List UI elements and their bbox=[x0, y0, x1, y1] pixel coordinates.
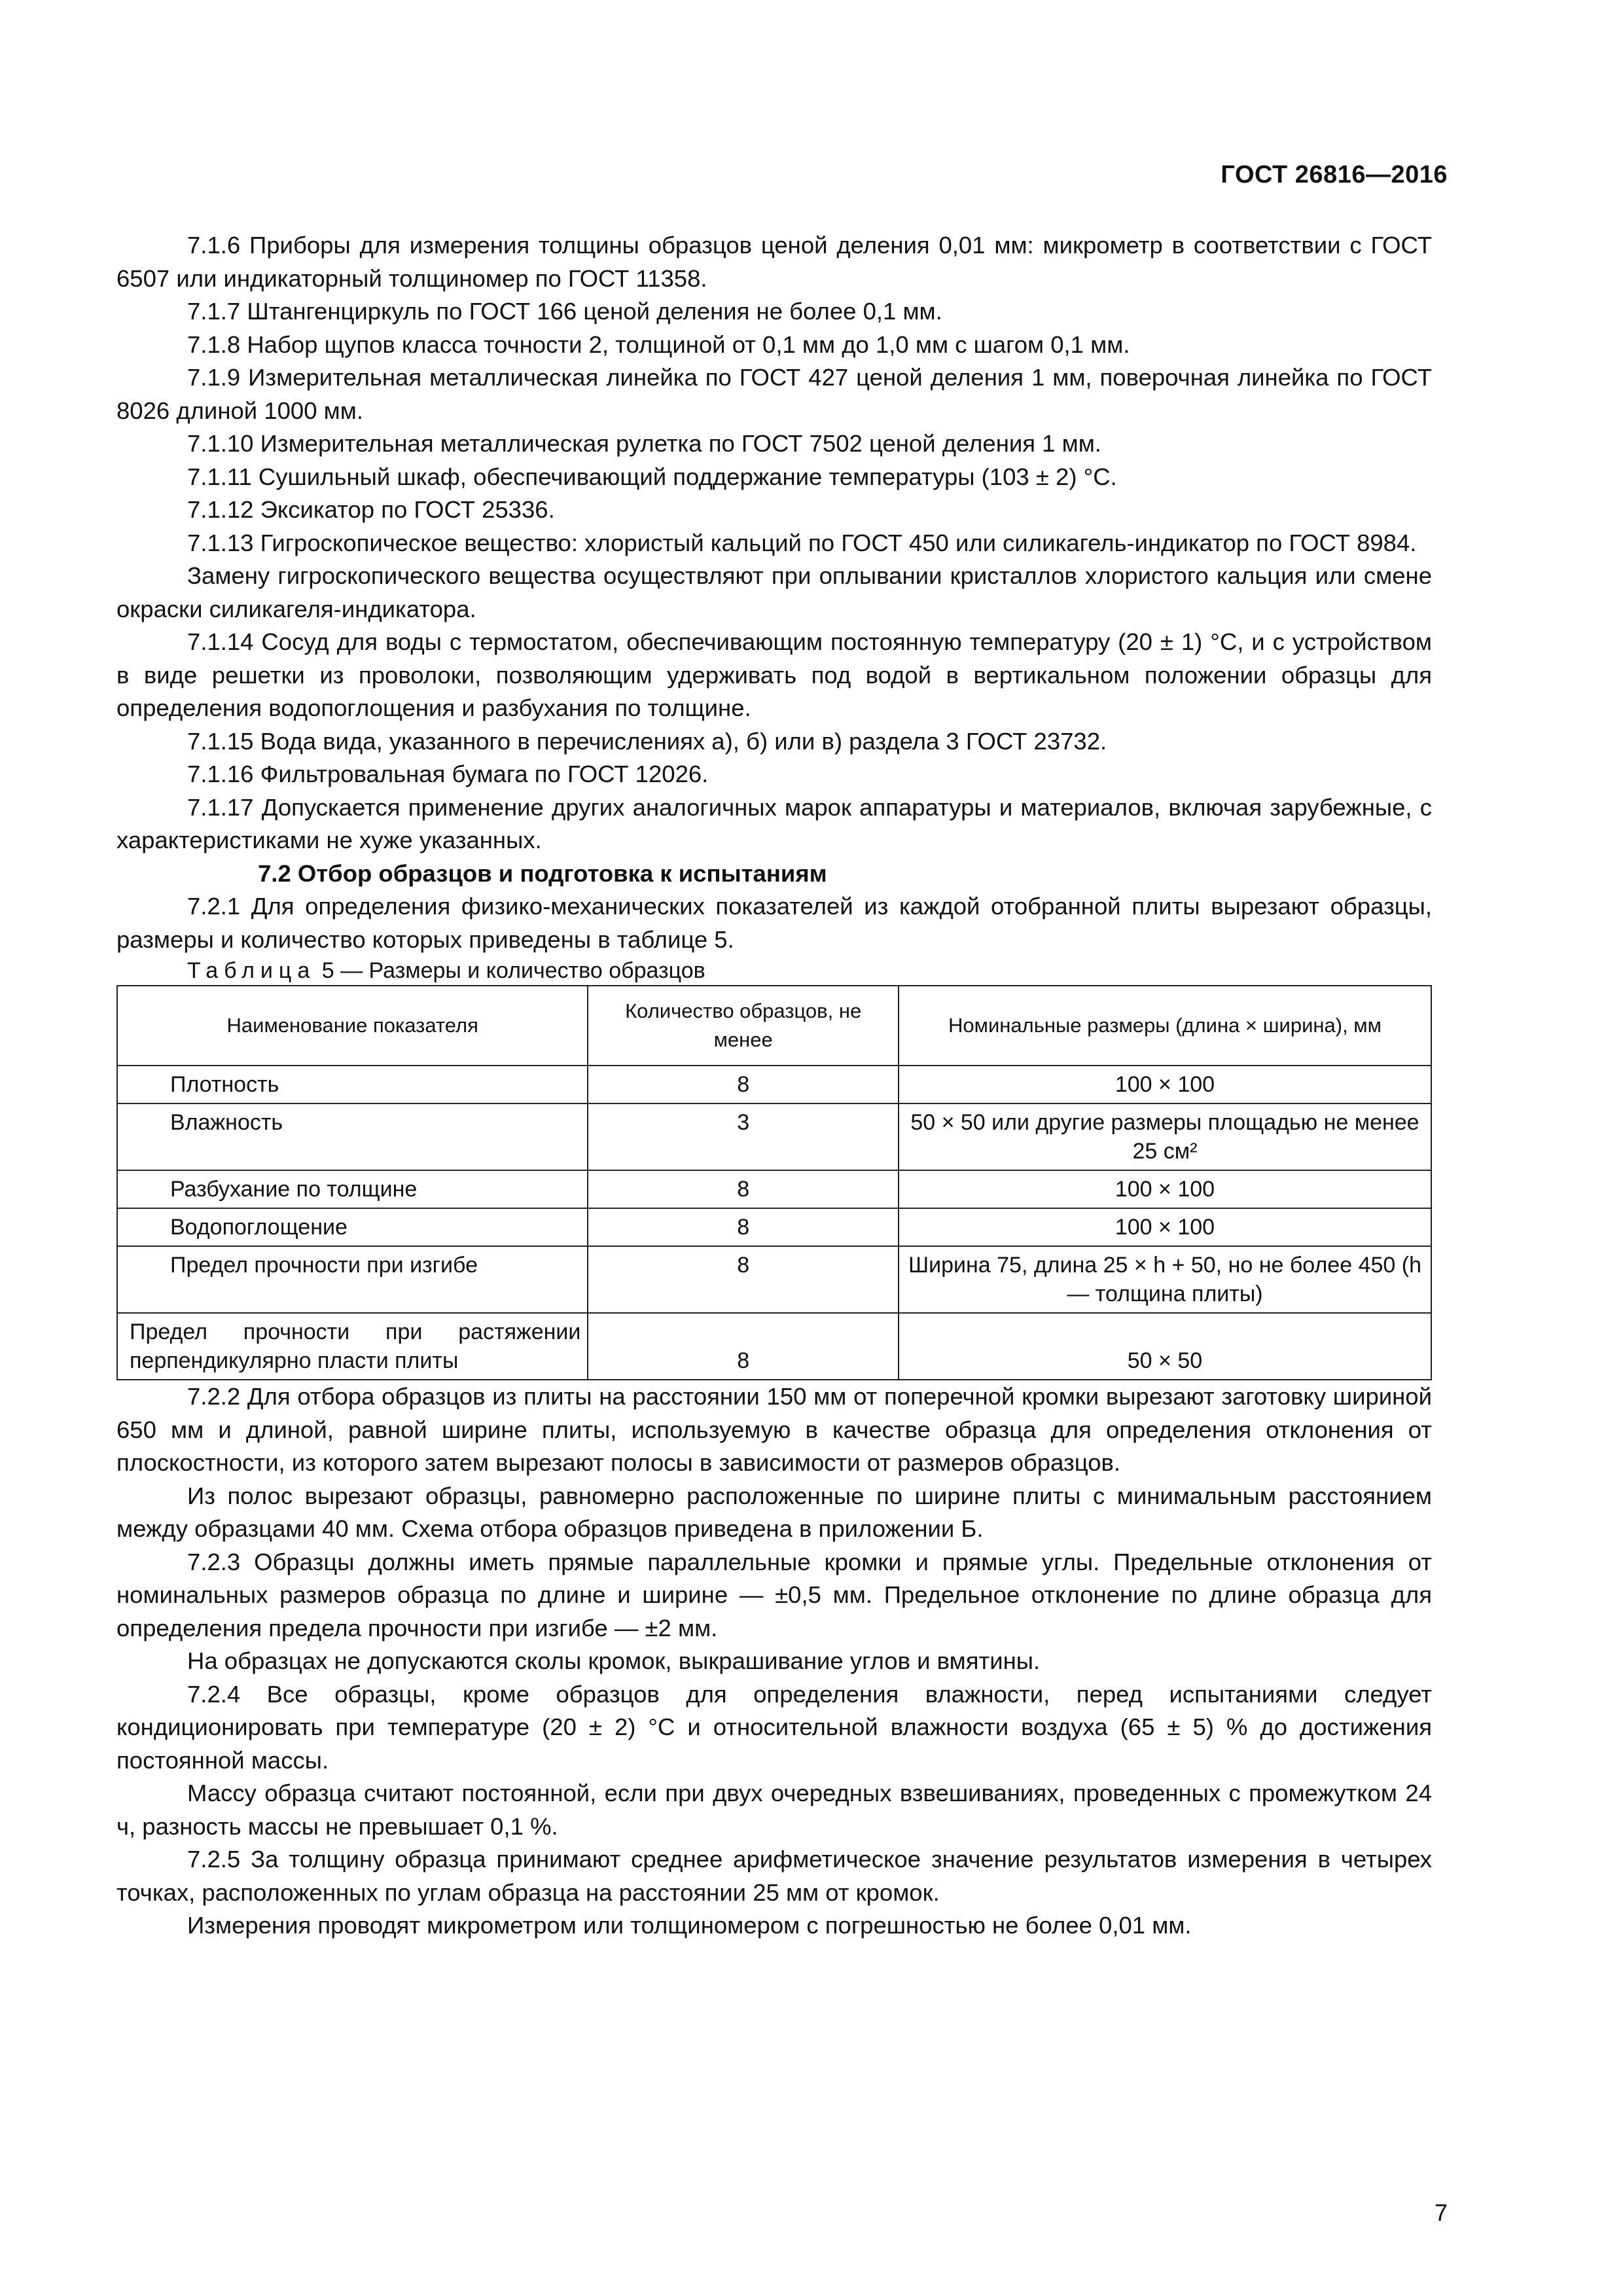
paragraph: 7.1.8 Набор щупов класса точности 2, толщиной от 0,1 мм до 1,0 мм с шагом 0,1 мм. bbox=[187, 331, 1130, 358]
table-cell: Плотность bbox=[117, 1066, 588, 1103]
paragraph: 7.1.13 Гигроскопическое вещество: хлористый кальций по ГОСТ 450 или силикагель-индикатор по ГОСТ 8984. bbox=[187, 529, 1417, 556]
table-cell: 100 × 100 bbox=[899, 1208, 1431, 1246]
samples-table bbox=[116, 985, 1432, 1380]
table-header-cell: Номинальные размеры (длина × ширина), мм bbox=[899, 986, 1431, 1066]
table-caption-text: 5 — Размеры и количество образцов bbox=[315, 958, 705, 983]
paragraph: 7.1.15 Вода вида, указанного в перечислениях а), б) или в) раздела 3 ГОСТ 23732. bbox=[187, 727, 1107, 755]
table-row bbox=[117, 1103, 1431, 1170]
paragraph: 7.2.5 За толщину образца принимают среднее арифметическое значение результатов измерения в четырех точках, расположенных по углам образца на расстоянии 25 мм от кромок. bbox=[116, 1846, 1432, 1906]
paragraph: 7.1.7 Штангенциркуль по ГОСТ 166 ценой деления не более 0,1 мм. bbox=[187, 298, 942, 325]
paragraph: Измерения проводят микрометром или толщиномером с погрешностью не более 0,01 мм. bbox=[187, 1912, 1192, 1939]
table-cell: 50 × 50 bbox=[899, 1313, 1431, 1380]
table-row bbox=[117, 1170, 1431, 1208]
table-cell: Влажность bbox=[117, 1103, 588, 1170]
paragraph: 7.2.3 Образцы должны иметь прямые параллельные кромки и прямые углы. Предельные отклонения от номинальных размеров образца по длине и ширине — ±0,5 мм. Предельное отклонение по длине образца для определения предела прочности при изгибе — ±2 мм. bbox=[116, 1548, 1432, 1641]
table-cell: 8 bbox=[588, 1066, 899, 1103]
table-caption-label: Таблица bbox=[187, 958, 316, 983]
paragraph: 7.2.2 Для отбора образцов из плиты на расстоянии 150 мм от поперечной кромки вырезают заготовку шириной 650 мм и длиной, равной ширине плиты, используемую в качестве образца для определения отклонения от плоскостности, из которого затем вырезают полосы в зависимости от размеров образцов. bbox=[116, 1383, 1432, 1476]
table-cell: Предел прочности при изгибе bbox=[117, 1246, 588, 1313]
table-cell: Предел прочности при растяжении перпендикулярно пласти плиты bbox=[117, 1313, 588, 1380]
table-caption bbox=[116, 956, 1432, 985]
table-cell: 8 bbox=[588, 1246, 899, 1313]
paragraph: 7.1.6 Приборы для измерения толщины образцов ценой деления 0,01 мм: микрометр в соответствии с ГОСТ 6507 или индикаторный толщиномер по ГОСТ 11358. bbox=[116, 232, 1432, 292]
table-row bbox=[117, 1313, 1431, 1380]
paragraph: 7.1.17 Допускается применение других аналогичных марок аппаратуры и материалов, включая зарубежные, с характеристиками не хуже указанных. bbox=[116, 793, 1432, 853]
paragraph: Из полос вырезают образцы, равномерно расположенные по ширине плиты с минимальным расстоянием между образцами 40 мм. Схема отбора образцов приведена в приложении Б. bbox=[116, 1482, 1432, 1542]
table-cell: 3 bbox=[588, 1103, 899, 1170]
page-number: 7 bbox=[1434, 2199, 1448, 2226]
paragraph: 7.2.4 Все образцы, кроме образцов для определения влажности, перед испытаниями следует кондиционировать при температуре (20 ± 2) °С и относительной влажности воздуха (65 ± 5) % до достижения постоянной массы. bbox=[116, 1680, 1432, 1774]
table-cell: Ширина 75, длина 25 × h + 50, но не более 450 (h — толщина плиты) bbox=[899, 1246, 1431, 1313]
document-body bbox=[116, 229, 1432, 1943]
paragraph: 7.1.14 Сосуд для воды с термостатом, обеспечивающим постоянную температуру (20 ± 1) °С, и с устройством в виде решетки из проволоки, позволяющим удерживать под водой в вертикальном положении образцы для определения водопоглощения и разбухания по толщине. bbox=[116, 628, 1432, 721]
paragraph: 7.1.10 Измерительная металлическая рулетка по ГОСТ 7502 ценой деления 1 мм. bbox=[187, 430, 1101, 457]
table-cell: 8 bbox=[588, 1313, 899, 1380]
table-cell: 100 × 100 bbox=[899, 1170, 1431, 1208]
table-cell: Разбухание по толщине bbox=[117, 1170, 588, 1208]
section-title: 7.2 Отбор образцов и подготовка к испытаниям bbox=[258, 859, 827, 887]
paragraph: 7.1.12 Эксикатор по ГОСТ 25336. bbox=[187, 496, 555, 523]
paragraph: 7.1.9 Измерительная металлическая линейка по ГОСТ 427 ценой деления 1 мм, поверочная линейка по ГОСТ 8026 длиной 1000 мм. bbox=[116, 364, 1432, 424]
paragraph: На образцах не допускаются сколы кромок, выкрашивание углов и вмятины. bbox=[187, 1647, 1041, 1674]
table-header-row bbox=[117, 986, 1431, 1066]
table-cell: 50 × 50 или другие размеры площадью не менее 25 см² bbox=[899, 1103, 1431, 1170]
table-row bbox=[117, 1066, 1431, 1103]
standard-code: ГОСТ 26816—2016 bbox=[1221, 161, 1448, 188]
table-header-cell: Наименование показателя bbox=[117, 986, 588, 1066]
paragraph: Массу образца считают постоянной, если при двух очередных взвешиваниях, проведенных с промежутком 24 ч, разность массы не превышает 0,1 %. bbox=[116, 1780, 1432, 1840]
table-row bbox=[117, 1208, 1431, 1246]
table-cell: 8 bbox=[588, 1208, 899, 1246]
paragraph: 7.2.1 Для определения физико-механических показателей из каждой отобранной плиты вырезают образцы, размеры и количество которых приведены в таблице 5. bbox=[116, 893, 1432, 953]
table-row bbox=[117, 1246, 1431, 1313]
paragraph: Замену гигроскопического вещества осуществляют при оплывании кристаллов хлористого кальция или смене окраски силикагеля-индикатора. bbox=[116, 562, 1432, 622]
table-cell: 100 × 100 bbox=[899, 1066, 1431, 1103]
table-header-cell: Количество образцов, не менее bbox=[588, 986, 899, 1066]
table-cell: Водопоглощение bbox=[117, 1208, 588, 1246]
paragraph: 7.1.11 Сушильный шкаф, обеспечивающий поддержание температуры (103 ± 2) °С. bbox=[187, 463, 1117, 490]
table-cell: 8 bbox=[588, 1170, 899, 1208]
paragraph: 7.1.16 Фильтровальная бумага по ГОСТ 12026. bbox=[187, 761, 709, 787]
